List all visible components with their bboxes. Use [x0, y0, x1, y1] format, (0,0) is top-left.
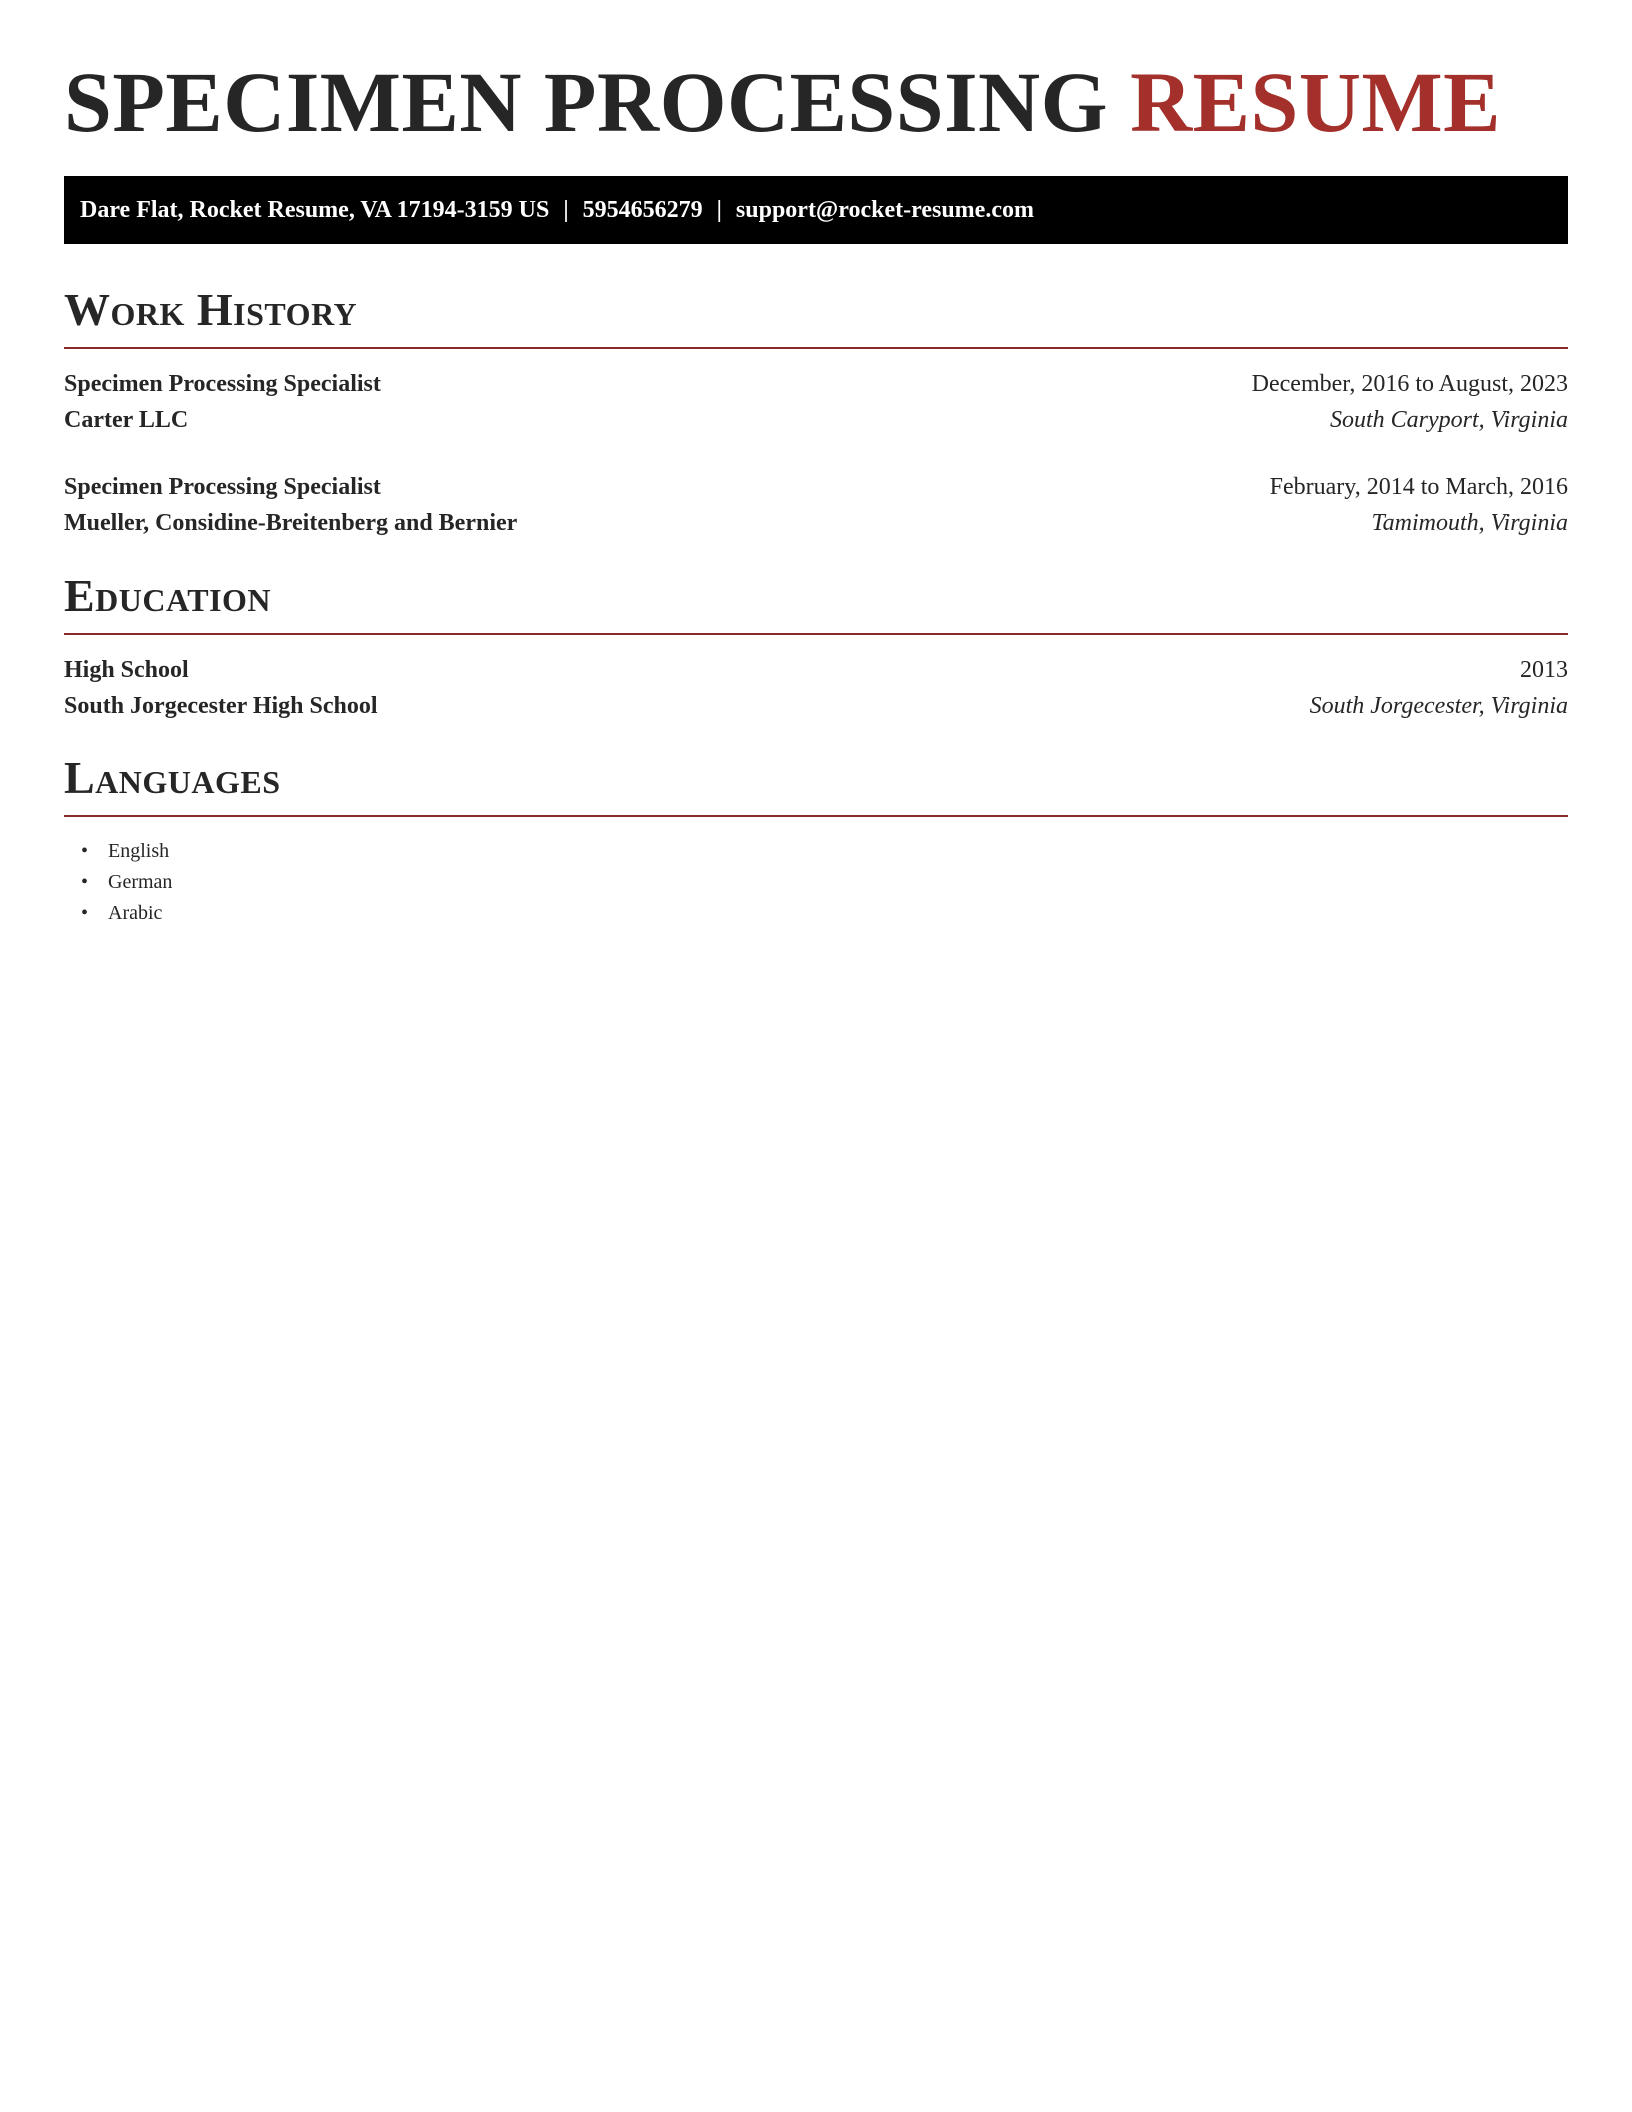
section-divider: [64, 347, 1568, 349]
language-label: English: [108, 840, 170, 862]
contact-phone: 5954656279: [582, 197, 703, 223]
education-location: South Jorgecester, Virginia: [1309, 693, 1568, 719]
education-school: South Jorgecester High School: [64, 693, 378, 719]
job-dates: February, 2014 to March, 2016: [1269, 474, 1568, 500]
bullet-icon: •: [81, 902, 89, 924]
language-item: [64, 898, 172, 929]
education-degree-row: [64, 652, 1568, 688]
language-label: German: [108, 871, 173, 893]
job-company: Carter LLC: [64, 407, 189, 433]
section-divider: [64, 633, 1568, 635]
job-title: Specimen Processing Specialist: [64, 474, 381, 500]
title-accent: RESUME: [1130, 54, 1501, 150]
resume-title: [64, 52, 1501, 152]
job-company: Mueller, Considine-Breitenberg and Bernier: [64, 510, 518, 536]
job-title-row: [64, 366, 1568, 402]
job-location: Tamimouth, Virginia: [1371, 510, 1568, 536]
job-location: South Caryport, Virginia: [1329, 407, 1568, 433]
language-item: [64, 836, 172, 867]
job-dates: December, 2016 to August, 2023: [1251, 371, 1568, 397]
section-heading-education: Education: [64, 570, 272, 621]
language-item: [64, 867, 172, 898]
job-title-row: [64, 469, 1568, 505]
language-label: Arabic: [108, 902, 163, 924]
bullet-icon: •: [81, 871, 89, 893]
job-title: Specimen Processing Specialist: [64, 371, 381, 397]
education-degree: High School: [64, 657, 189, 683]
languages-list: [64, 836, 172, 929]
section-divider: [64, 815, 1568, 817]
section-heading-languages: Languages: [64, 752, 281, 803]
job-company-row: [64, 505, 1568, 541]
job-company-row: [64, 402, 1568, 438]
section-heading-work-history: Work History: [64, 284, 358, 335]
education-school-row: [64, 688, 1568, 724]
bullet-icon: •: [81, 840, 89, 862]
contact-email[interactable]: support@rocket-resume.com: [735, 197, 1034, 223]
contact-bar: [64, 176, 1568, 244]
contact-separator: |: [563, 197, 569, 223]
title-main: SPECIMEN PROCESSING: [64, 54, 1109, 150]
contact-separator: |: [716, 197, 722, 223]
education-year: 2013: [1520, 657, 1568, 683]
contact-address: Dare Flat, Rocket Resume, VA 17194-3159 US: [80, 197, 550, 223]
